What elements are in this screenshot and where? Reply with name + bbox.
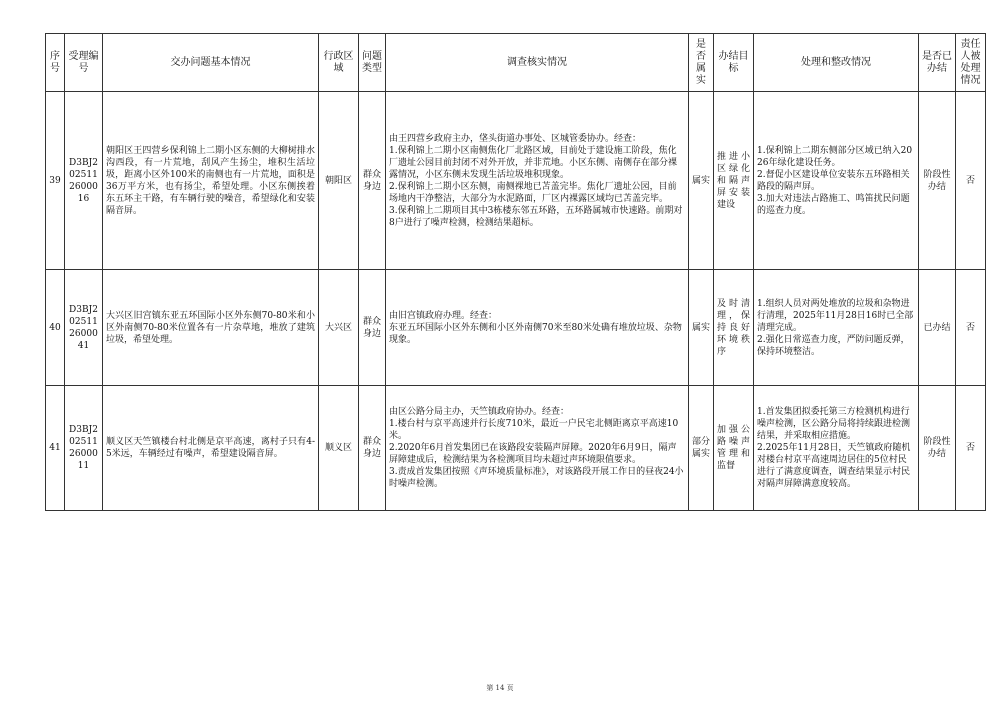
cell-handling — [754, 92, 919, 270]
header-closed: 是否已办结 — [919, 34, 956, 92]
handling-line: 2.强化日常巡查力度，严防问题反弹，保持环境整洁。 — [757, 334, 910, 357]
table-row — [46, 386, 986, 511]
cell-closed: 阶段性办结 — [919, 386, 956, 511]
investigation-line: 由王四营乡政府主办，垡头街道办事处、区城管委协办。经查： — [389, 133, 642, 144]
handling-line: 1.组织人员对两处堆放的垃圾和杂物进行清理，2025年11月28日16时已全部清理完成。 — [757, 298, 914, 333]
cell-accountable: 否 — [956, 92, 986, 270]
cell-handling — [754, 270, 919, 386]
investigation-line: 由旧宫镇政府办理。经查： — [389, 310, 498, 321]
cell-seq: 41 — [46, 386, 65, 511]
header-handling: 处理和整改情况 — [754, 34, 919, 92]
cell-seq: 39 — [46, 92, 65, 270]
investigation-line: 3.责成首发集团按照《声环境质量标准》，对该路段开展工作日的昼夜24小时噪声检测。 — [389, 467, 684, 489]
cell-qtype: 群众身边 — [359, 270, 386, 386]
handling-line: 3.加大对违法占路施工、鸣笛扰民问题的巡查力度。 — [757, 193, 910, 216]
table-row — [46, 270, 986, 386]
cell-seq: 40 — [46, 270, 65, 386]
table-row — [46, 92, 986, 270]
cell-id: D3BJ2025112600011 — [65, 386, 103, 511]
cell-area: 大兴区 — [319, 270, 359, 386]
cell-investigation — [386, 270, 689, 386]
cell-goal: 推进小区绿化和隔声屏安装建设 — [714, 92, 754, 270]
cell-verified: 属实 — [689, 270, 714, 386]
cell-id: D3BJ2025112600016 — [65, 92, 103, 270]
cell-verified: 属实 — [689, 92, 714, 270]
investigation-line: 2.2020年6月首发集团已在该路段安装隔声屏障。2020年6月9日，隔声屏障建成后，检测结果为各检测项目均未超过声环境限值要求。 — [389, 443, 677, 465]
header-issue: 交办问题基本情况 — [103, 34, 319, 92]
handling-line: 2.督促小区建设单位安装东五环路相关路段的隔声屏。 — [757, 169, 910, 192]
header-row — [46, 34, 986, 92]
header-id: 受理编号 — [65, 34, 103, 92]
cell-accountable: 否 — [956, 270, 986, 386]
header-qtype: 问题类型 — [359, 34, 386, 92]
cell-issue: 顺义区天竺镇楼台村北侧是京平高速，离村子只有4-5米远，车辆经过有噪声，希望建设隔音屏。 — [103, 386, 319, 511]
investigation-line: 2.保利锦上二期小区东侧，南侧裸地已苫盖完毕。焦化厂遗址公园，目前场地内干净整洁，大部分为水泥路面，厂区内裸露区域均已苫盖完毕。 — [389, 181, 677, 204]
header-seq: 序号 — [46, 34, 65, 92]
cell-issue: 朝阳区王四营乡保利锦上二期小区东侧的大柳树排水沟西段，有一片荒地，刮风产生扬尘，堆积生活垃圾，距离小区外100米的南侧也有一片荒地，面积是36万平方米，也有扬尘，希望处理。小区东侧挨着东五环主干路，有车辆行驶的噪音，希望绿化和安装隔音屏。 — [103, 92, 319, 270]
cell-goal: 加强公路噪声管理和监督 — [714, 386, 754, 511]
cell-area: 朝阳区 — [319, 92, 359, 270]
handling-line: 1.首发集团拟委托第三方检测机构进行噪声检测，区公路分局将持续跟进检测结果，并采取相应措施。 — [757, 407, 911, 441]
cell-closed: 已办结 — [919, 270, 956, 386]
cell-handling — [754, 386, 919, 511]
header-accountable: 责任人被处理情况 — [956, 34, 986, 92]
handling-line: 1.保利锦上二期东侧部分区域已纳入2026年绿化建设任务。 — [757, 145, 913, 168]
cell-qtype: 群众身边 — [359, 92, 386, 270]
investigation-line: 东亚五环国际小区外东侧和小区外南侧70米至80米处确有堆放垃圾、杂物现象。 — [389, 322, 682, 345]
investigation-line: 1.楼台村与京平高速并行长度710米，最近一户民宅北侧距离京平高速10米。 — [389, 419, 679, 441]
cell-id: D3BJ2025112600041 — [65, 270, 103, 386]
cell-qtype: 群众身边 — [359, 386, 386, 511]
investigation-line: 3.保利锦上二期项目其中3栋楼东邻五环路，五环路属城市快速路。前期对8户进行了噪声检测，检测结果超标。 — [389, 205, 683, 228]
header-goal: 办结目标 — [714, 34, 754, 92]
cell-area: 顺义区 — [319, 386, 359, 511]
cell-goal: 及时清理，保持良好环境秩序 — [714, 270, 754, 386]
cell-accountable: 否 — [956, 386, 986, 511]
investigation-line: 由区公路分局主办，天竺镇政府协办。经查： — [389, 407, 570, 417]
cell-closed: 阶段性办结 — [919, 92, 956, 270]
cell-verified: 部分属实 — [689, 386, 714, 511]
header-area: 行政区域 — [319, 34, 359, 92]
complaint-table — [45, 33, 986, 511]
cell-investigation — [386, 92, 689, 270]
cell-issue: 大兴区旧宫镇东亚五环国际小区外东侧70-80米和小区外南侧70-80米位置各有一片杂草地，堆放了建筑垃圾，希望处理。 — [103, 270, 319, 386]
header-investigation: 调查核实情况 — [386, 34, 689, 92]
investigation-line: 1.保利锦上二期小区南侧焦化厂北路区域，目前处于建设施工阶段，焦化厂遗址公园目前封闭不对外开放，并非荒地。小区东侧、南侧存在部分裸露情况，小区东侧未发现生活垃圾堆积现象。 — [389, 145, 678, 180]
cell-investigation — [386, 386, 689, 511]
header-verified: 是否属实 — [689, 34, 714, 92]
page-number: 第 14 页 — [486, 684, 514, 692]
handling-line: 2.2025年11月28日，天竺镇政府随机对楼台村京平高速周边居住的5位村民进行了满意度调查，调查结果显示村民对隔声屏障满意度较高。 — [757, 443, 911, 489]
